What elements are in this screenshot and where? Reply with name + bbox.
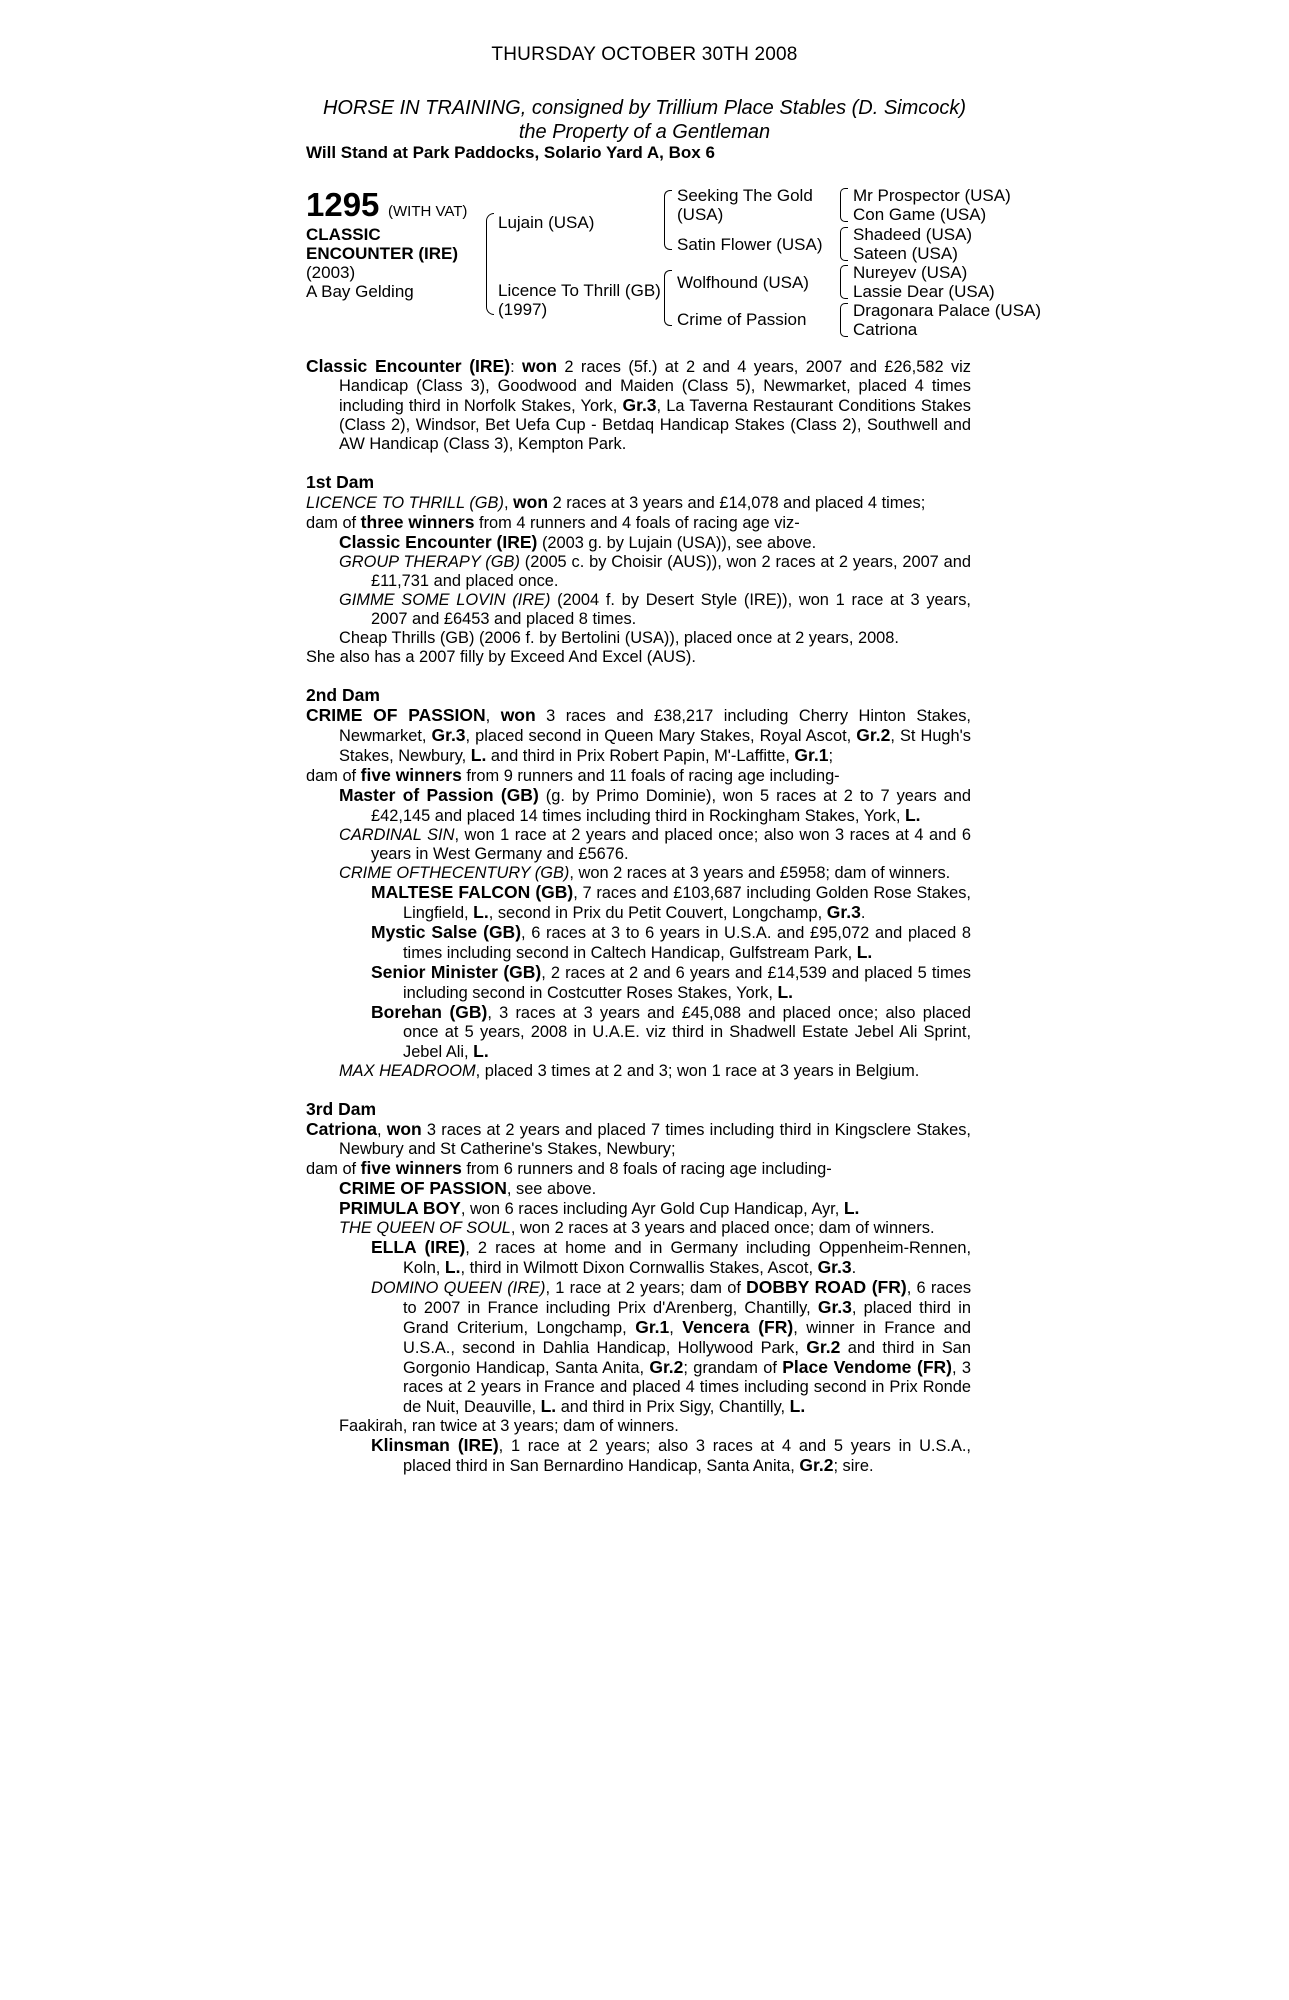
race-record: Classic Encounter (IRE): won 2 races (5f.) at 2 and 4 years, 2007 and £26,582 viz Handicap (Class 3), Goodwood and Maiden (Class 5), Newmarket, placed 4 times including third in Norfolk Stakes, York, Gr.3, La Taverna Restaurant Conditions Stakes (Class 2), Windsor, Bet Uefa Cup - Betdaq Handicap Stakes (Class 2), Southwell and AW Handicap (Class 3), Kempton Park. 1st Dam LICENCE TO THRILL (GB), won 2 races at 3 years and £14,078 and placed 4 times; dam of three winners from 4 runners and 4 foals of racing age viz- Classic Encounter (IRE) (2003 g. by Lujain (USA)), see above. GROUP THERAPY (GB) (2005 c. by Choisir (AUS)), won 2 races at 2 years, 2007 and £11,731 and placed once. GIMME SOME LOVIN (IRE) (2004 f. by Desert Style (IRE)), won 1 race at 3 years, 2007 and £6453 and placed 8 times. Cheap Thrills (GB) (2006 f. by Bertolini (USA)), placed once at 2 years, 2008. She also has a 2007 filly by Exceed And Excel (AUS). 2nd Dam CRIME OF PASSION, won 3 races and £38,217 including Cherry Hinton Stakes, Newmarket, Gr.3, placed second in Queen Mary Stakes, Royal Ascot, Gr.2, St Hugh's Stakes, Newbury, L. and third in Prix Robert Papin, M'-Laffitte, Gr.1; dam of five winners from 9 runners and 11 foals of racing age including- Master of Passion (GB) (g. by Primo Dominie), won 5 races at 2 to 7 years and £42,145 and placed 14 times including third in Rockingham Stakes, York, L. CARDINAL SIN, won 1 race at 2 years and placed once; also won 3 races at 4 and 6 years in West Germany and £5676. CRIME OFTHECENTURY (GB), won 2 races at 3 years and £5958; dam of winners. MALTESE FALCON (GB), 7 races and £103,687 including Golden Rose Stakes, Lingfield, L., second in Prix du Petit Couvert, Longchamp, Gr.3. Mystic Salse (GB), 6 races at 3 to 6 years in U.S.A. and £95,072 and placed 8 times including second in Caltech Handicap, Gulfstream Park, L. Senior Minister (GB), 2 races at 2 and 6 years and £14,539 and placed 5 times including second in Costcutter Roses Stakes, York, L. Borehan (GB), 3 races at 3 years and £45,088 and placed once; also placed once at 5 years, 2008 in U.A.E. viz third in Shadwell Estate Jebel Ali Sprint, Jebel Ali, L. MAX HEADROOM, placed 3 times at 2 and 3; won 1 race at 3 years in Belgium. 3rd Dam Catriona, won 3 races at 2 years and placed 7 times including third in Kingsclere Stakes, Newbury and St Catherine's Stakes, Newbury; dam of five winners from 6 runners and 8 foals of racing age including- CRIME OF PASSION, see above. PRIMULA BOY, won 6 races including Ayr Gold Cup Handicap, Ayr, L. THE QUEEN OF SOUL, won 2 races at 3 years and placed once; dam of winners. ELLA (IRE), 2 races at home and in Germany including Oppenheim-Rennen, Koln, L., third in Wilmott Dixon Cornwallis Stakes, Ascot, Gr.3. DOMINO QUEEN (IRE), 1 race at 2 years; dam of DOBBY ROAD (FR), 6 races to 2007 in France including Prix d'Arenberg, Chantilly, Gr.3, placed third in Grand Criterium, Longchamp, Gr.1, Vencera (FR), winner in France and U.S.A., second in Dahlia Handicap, Hollywood Park, Gr.2 and third in San Gorgonio Handicap, Santa Anita, Gr.2; grandam of Place Vendome (FR), 3 races at 2 years in France and placed 4 times including second in Prix Ronde de Nuit, Deauville, L. and third in Prix Sigy, Chantilly, L. Faakirah, ran twice at 3 years; dam of winners. Klinsman (IRE), 1 race at 2 years; also 3 races at 4 and 5 years in U.S.A., placed third in San Bernardino Handicap, Santa Anita, Gr.2; sire. (306, 356, 972, 1475)
pedigree-g3: Shadeed (USA) (853, 225, 973, 244)
pedigree-g8: Catriona (853, 320, 918, 339)
first-dam-note: She also has a 2007 filly by Exceed And Excel (AUS). (306, 648, 696, 666)
pedigree-dam-dam: Crime of Passion (677, 310, 807, 329)
vat-note: (WITH VAT) (388, 203, 468, 220)
pedigree-brace-main (486, 213, 494, 315)
pedigree-sire-dam: Satin Flower (USA) (677, 235, 823, 254)
second-dam-record: CRIME OF PASSION, won 3 races and £38,217 including Cherry Hinton Stakes, Newmarket, Gr.3, placed second in Queen Mary Stakes, Royal Ascot, Gr.2, St Hugh's Stakes, Newbury, L. and third in Prix Robert Papin, M'-Laffitte, Gr.1; (306, 705, 971, 765)
first-dam-record: LICENCE TO THRILL (GB), won 2 races at 3 years and £14,078 and placed 4 times; (306, 492, 926, 512)
pedigree-brace-dam (664, 270, 672, 326)
list-item: Master of Passion (GB) (g. by Primo Dominie), won 5 races at 2 to 7 years and £42,145 and placed 14 times including third in Rockingham Stakes, York, L. (339, 785, 971, 825)
pedigree-g2: Con Game (USA) (853, 205, 987, 224)
list-item: Klinsman (IRE), 1 race at 2 years; also 3 races at 4 and 5 years in U.S.A., placed third in San Bernardino Handicap, Santa Anita, Gr.2; sire. (371, 1435, 971, 1475)
list-item: Classic Encounter (IRE) (2003 g. by Lujain (USA)), see above. (339, 532, 817, 552)
list-item: Mystic Salse (GB), 6 races at 3 to 6 years in U.S.A. and £95,072 and placed 8 times including second in Caltech Handicap, Gulfstream Park, L. (371, 922, 972, 962)
pedigree-brace-g4 (840, 303, 848, 337)
pedigree-g7: Dragonara Palace (USA) (853, 301, 1042, 320)
list-item: MAX HEADROOM, placed 3 times at 2 and 3; won 1 race at 3 years in Belgium. (339, 1062, 920, 1080)
list-item: GROUP THERAPY (GB) (2005 c. by Choisir (AUS)), won 2 races at 2 years, 2007 and £11,731 and placed once. (339, 553, 971, 590)
pedigree-g6: Lassie Dear (USA) (853, 282, 995, 301)
pedigree-brace-g1 (840, 188, 848, 222)
list-item: MALTESE FALCON (GB), 7 races and £103,687 including Golden Rose Stakes, Lingfield, L., second in Prix du Petit Couvert, Longchamp, Gr.3. (371, 882, 971, 922)
pedigree-brace-g3 (840, 265, 848, 299)
horse-description: A Bay Gelding (306, 282, 414, 301)
list-item: Borehan (GB), 3 races at 3 years and £45,088 and placed once; also placed once at 5 years, 2008 in U.A.E. viz third in Shadwell Estate Jebel Ali Sprint, Jebel Ali, L. (371, 1002, 972, 1061)
pedigree-g4: Sateen (USA) (853, 244, 958, 263)
list-item: CRIME OFTHECENTURY (GB), won 2 races at 3 years and £5958; dam of winners. (339, 864, 951, 882)
list-item: Cheap Thrills (GB) (2006 f. by Bertolini (USA)), placed once at 2 years, 2008. (339, 629, 899, 647)
stand-location: Will Stand at Park Paddocks, Solario Yard A, Box 6 (306, 143, 715, 162)
list-item: CRIME OF PASSION, see above. (339, 1178, 597, 1198)
pedigree-brace-sire (664, 190, 672, 250)
horse-name: CLASSIC ENCOUNTER (IRE) (306, 225, 459, 263)
list-item: PRIMULA BOY, won 6 races including Ayr Gold Cup Handicap, Ayr, L. (339, 1198, 860, 1218)
second-dam-heading: 2nd Dam (306, 685, 380, 705)
record-horse-name: Classic Encounter (IRE) (306, 356, 511, 376)
pedigree-g5: Nureyev (USA) (853, 263, 968, 282)
list-item: THE QUEEN OF SOUL, won 2 races at 3 years and placed once; dam of winners. (339, 1219, 935, 1237)
property-line: the Property of a Gentleman (518, 121, 771, 143)
pedigree-brace-g2 (840, 227, 848, 261)
pedigree-sire-sire: Seeking The Gold (USA) (677, 186, 813, 224)
list-item: GIMME SOME LOVIN (IRE) (2004 f. by Desert Style (IRE)), won 1 race at 3 years, 2007 and £6453 and placed 8 times. (339, 591, 971, 628)
list-item: Senior Minister (GB), 2 races at 2 and 6 years and £14,539 and placed 5 times including second in Costcutter Roses Stakes, York, L. (371, 962, 971, 1002)
sale-date: THURSDAY OCTOBER 30TH 2008 (491, 44, 798, 65)
pedigree-g1: Mr Prospector (USA) (853, 186, 1011, 205)
pedigree-dam-sire: Wolfhound (USA) (677, 273, 809, 292)
third-dam-heading: 3rd Dam (306, 1099, 377, 1119)
consignment-note (0, 96, 1289, 144)
list-item: Faakirah, ran twice at 3 years; dam of winners. (339, 1417, 679, 1435)
third-dam-record: Catriona, won 3 races at 2 years and placed 7 times including third in Kingsclere Stakes, Newbury and St Catherine's Stakes, Newbury; (306, 1119, 971, 1158)
consignor-line: HORSE IN TRAINING, consigned by Trillium Place Stables (D. Simcock) (322, 97, 967, 119)
first-dam-heading: 1st Dam (306, 472, 375, 492)
list-item: CARDINAL SIN, won 1 race at 2 years and placed once; also won 3 races at 4 and 6 years in West Germany and £5676. (339, 826, 972, 863)
pedigree-dam: Licence To Thrill (GB) (1997) (498, 281, 661, 319)
foaling-year: (2003) (306, 263, 356, 282)
list-item: ELLA (IRE), 2 races at home and in Germany including Oppenheim-Rennen, Koln, L., third in Wilmott Dixon Cornwallis Stakes, Ascot, Gr.3. (371, 1237, 971, 1277)
lot-number: 1295 (306, 186, 380, 223)
horse-details (306, 263, 414, 301)
pedigree-sire: Lujain (USA) (498, 213, 595, 232)
list-item: DOMINO QUEEN (IRE), 1 race at 2 years; dam of DOBBY ROAD (FR), 6 races to 2007 in France including Prix d'Arenberg, Chantilly, Gr.3, placed third in Grand Criterium, Longchamp, Gr.1, Vencera (FR), winner in France and U.S.A., second in Dahlia Handicap, Hollywood Park, Gr.2 and third in San Gorgonio Handicap, Santa Anita, Gr.2; grandam of Place Vendome (FR), 3 races at 2 years in France and placed 4 times including second in Prix Ronde de Nuit, Deauville, L. and third in Prix Sigy, Chantilly, L. (371, 1277, 972, 1416)
